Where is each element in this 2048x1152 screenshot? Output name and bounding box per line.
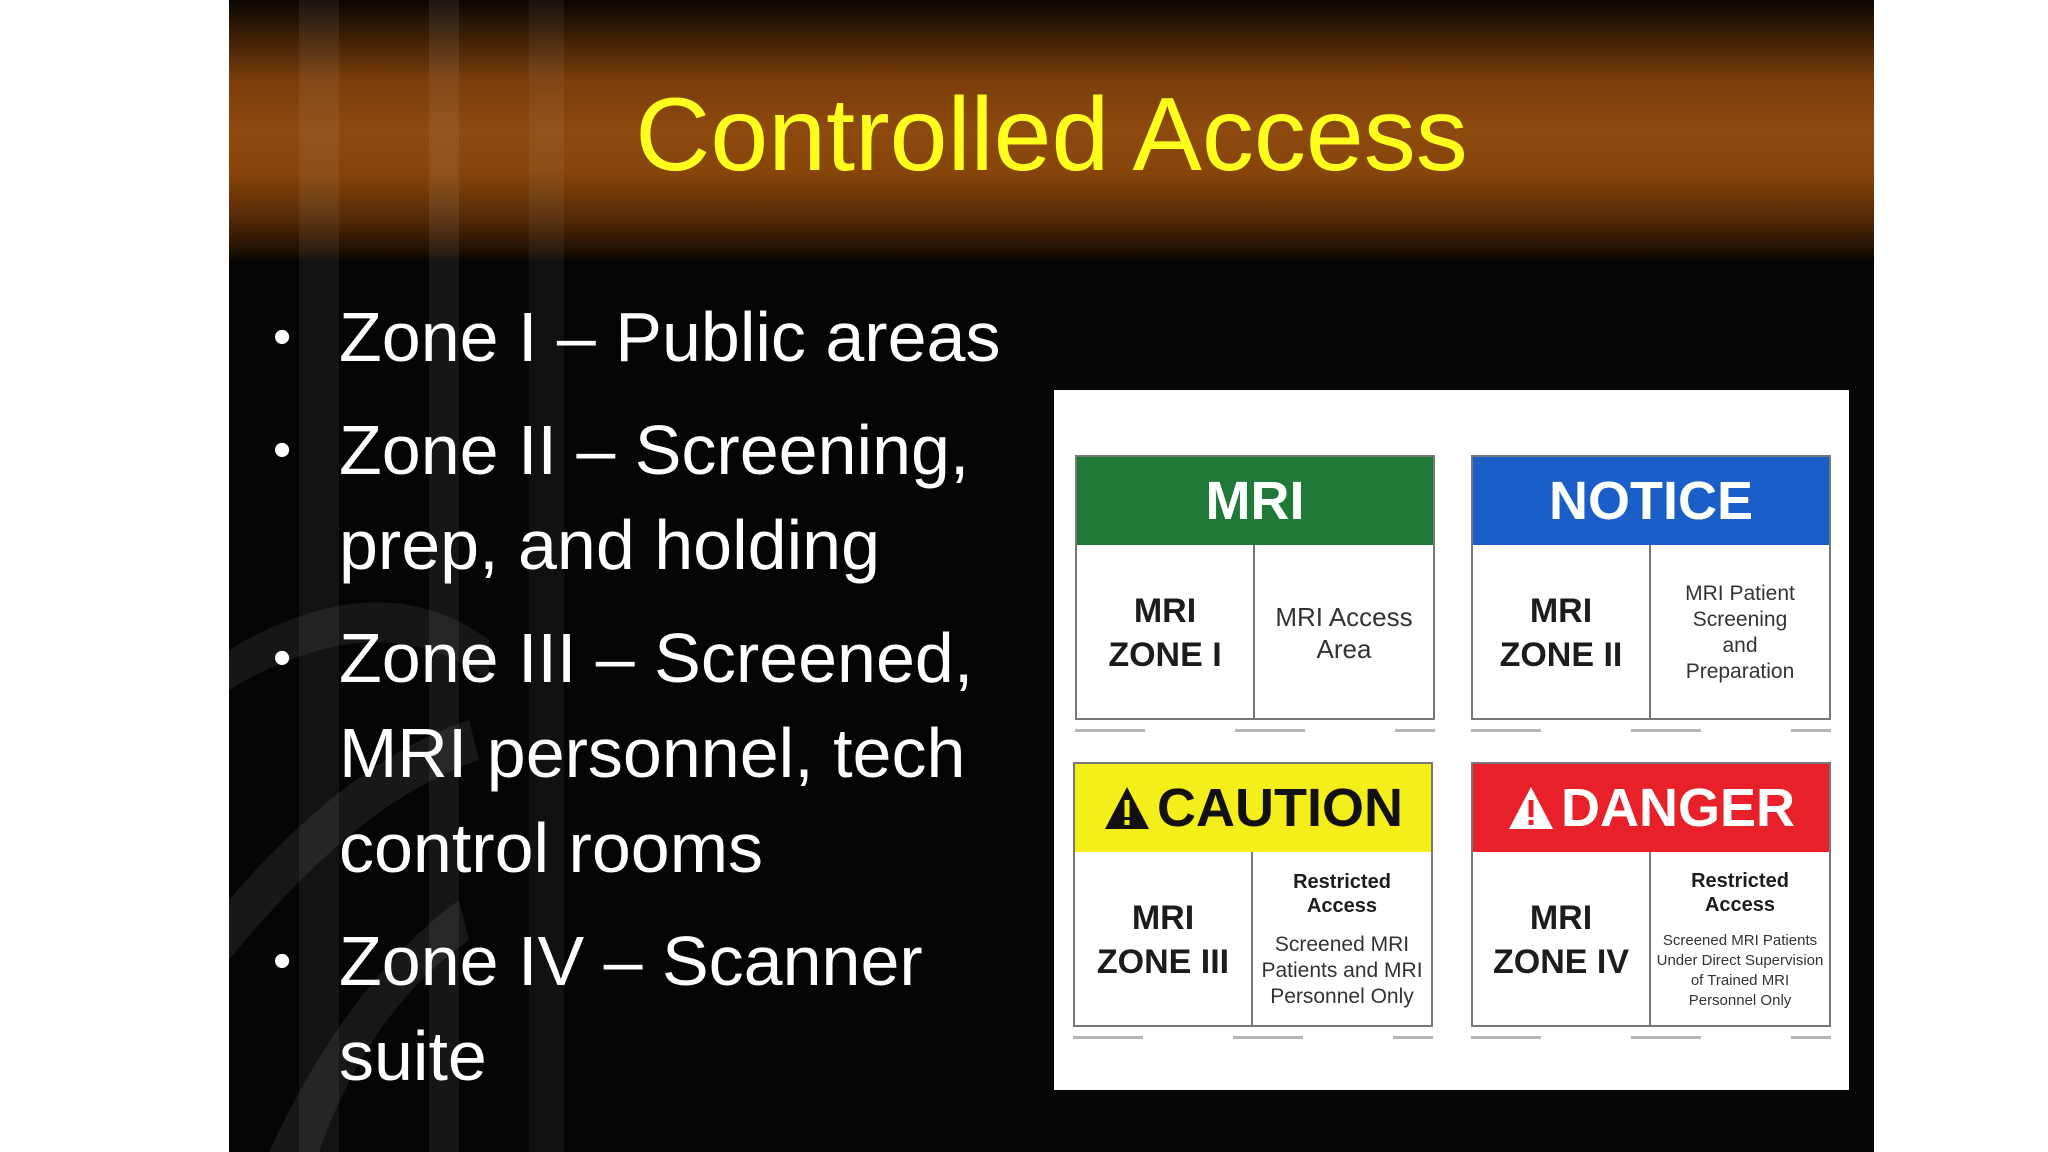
sign-body	[1473, 852, 1829, 1027]
sign-zone-label: MRI ZONE II	[1473, 545, 1651, 720]
mri-signs-image	[1054, 390, 1849, 1090]
sign-body	[1077, 545, 1433, 720]
sign-description-heading: Restricted Access	[1293, 870, 1391, 917]
sign-fineprint	[1075, 726, 1435, 734]
sign-header-label: NOTICE	[1548, 471, 1753, 531]
bullet-text: Zone II – Screening, prep, and holding	[339, 411, 970, 584]
sign-fineprint	[1471, 726, 1831, 734]
warning-triangle-icon	[1507, 785, 1555, 831]
sign-body	[1473, 545, 1829, 720]
sign-header-label: DANGER	[1560, 778, 1795, 838]
sign-description-text: Screened MRI Patients and MRI Personnel Only	[1261, 932, 1423, 1008]
sign-header-label: CAUTION	[1157, 778, 1403, 838]
sign-mri-zone-1	[1075, 455, 1435, 720]
sign-body	[1075, 852, 1431, 1027]
sign-description-text: MRI Patient Screening and Preparation	[1685, 581, 1795, 683]
sign-description	[1651, 852, 1829, 1027]
bullet-item-zone-1	[273, 290, 1053, 385]
sign-description-heading: Restricted Access	[1691, 869, 1789, 916]
sign-header	[1075, 764, 1431, 852]
sign-description-text: Screened MRI Patients Under Direct Supervision of Trained MRI Personnel Only	[1656, 931, 1824, 1009]
bullet-item-zone-3	[273, 611, 1053, 896]
bullet-item-zone-2	[273, 403, 1053, 593]
sign-header	[1473, 764, 1829, 852]
bullet-text: Zone IV – Scanner suite	[339, 922, 923, 1095]
bullet-text: Zone I – Public areas	[339, 298, 1001, 376]
slide-title: Controlled Access	[635, 77, 1468, 193]
bullet-item-zone-4	[273, 914, 1053, 1104]
sign-caution-zone-3	[1073, 762, 1433, 1027]
sign-header-label: MRI	[1205, 471, 1305, 531]
bullet-text: Zone III – Screened, MRI personnel, tech control rooms	[339, 619, 974, 887]
warning-triangle-icon	[1103, 785, 1151, 831]
sign-notice-zone-2	[1471, 455, 1831, 720]
bullet-dot: •	[273, 421, 292, 479]
bullet-dot: •	[273, 932, 292, 990]
bullet-list	[273, 290, 1053, 1122]
bullet-dot: •	[273, 308, 292, 366]
sign-description	[1253, 852, 1431, 1027]
bullet-dot: •	[273, 629, 292, 687]
sign-header	[1077, 457, 1433, 545]
sign-description	[1255, 545, 1433, 720]
sign-zone-label: MRI ZONE IV	[1473, 852, 1651, 1027]
sign-description-text: MRI Access Area	[1275, 601, 1413, 664]
sign-fineprint	[1073, 1033, 1433, 1041]
sign-header	[1473, 457, 1829, 545]
sign-zone-label: MRI ZONE I	[1077, 545, 1255, 720]
sign-fineprint	[1471, 1033, 1831, 1041]
sign-zone-label: MRI ZONE III	[1075, 852, 1253, 1027]
sign-danger-zone-4	[1471, 762, 1831, 1027]
slide	[229, 0, 1874, 1152]
sign-description	[1651, 545, 1829, 720]
